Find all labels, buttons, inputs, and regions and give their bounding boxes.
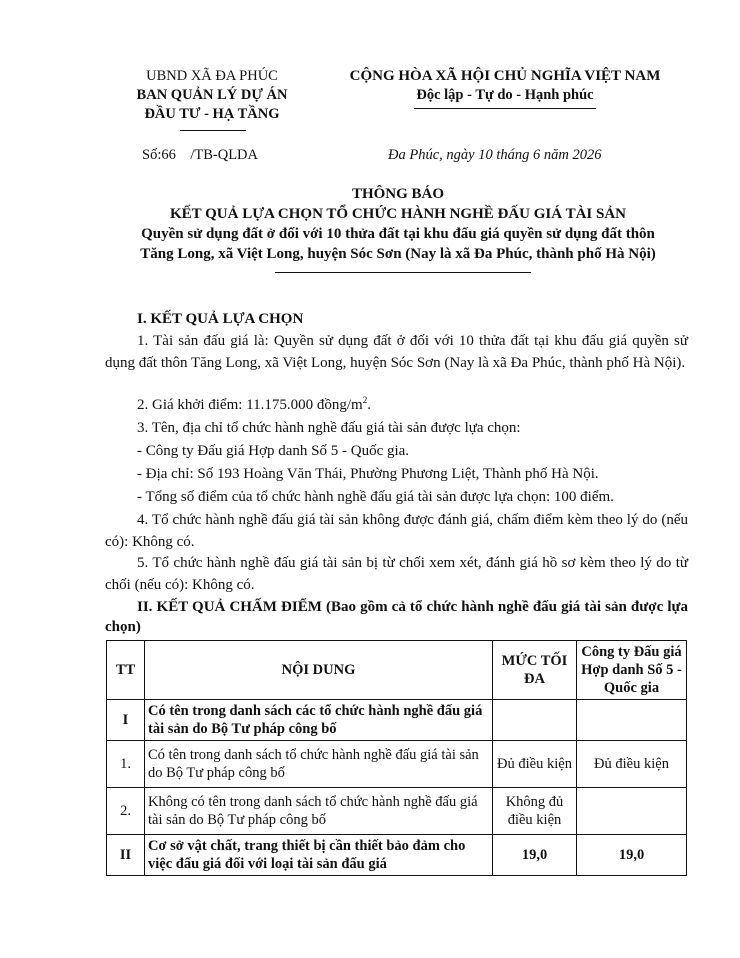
table-row [107, 788, 687, 835]
row-max: 19,0 [493, 835, 577, 876]
doc-asset-line-1: Quyền sử dụng đất ở đối với 10 thửa đất tại khu đấu giá quyền sử dụng đất thôn [141, 226, 655, 242]
table-row [107, 741, 687, 788]
row-score [577, 788, 687, 835]
unit-superscript: 2 [362, 395, 368, 405]
doc-asset-line-2: Tăng Long, xã Việt Long, huyện Sóc Sơn (Nay là xã Đa Phúc, thành phố Hà Nội) [140, 246, 656, 262]
row-tt: II [107, 835, 145, 876]
row-tt: I [107, 700, 145, 741]
title-underline [275, 272, 531, 273]
section2-heading: II. KẾT QUẢ CHẤM ĐIỂM (Bao gồm cả tổ chức hành nghề đấu giá tài sản được lựa chọn) [105, 599, 688, 635]
row-max [493, 700, 577, 741]
section1-item1: 1. Tài sản đấu giá là: Quyền sử dụng đất ở đối với 10 thửa đất tại khu đấu giá quyền sử dụng đất thôn Tăng Long, xã Việt Long, huyện Sóc Sơn (Nay là xã Đa Phúc, thành phố Hà Nội). [105, 333, 688, 371]
scoring-table [106, 640, 687, 876]
national-motto: Độc lập - Tự do - Hạnh phúc [416, 87, 594, 103]
table-header-row [107, 641, 687, 700]
table-row [107, 835, 687, 876]
national-title: CỘNG HÒA XÃ HỘI CHỦ NGHĨA VIỆT NAM [349, 68, 661, 84]
row-score [577, 700, 687, 741]
motto-underline [414, 108, 596, 109]
document-number: Số:66 /TB-QLDA [142, 147, 258, 163]
row-max: Đủ điều kiện [493, 741, 577, 788]
section1-item2: 2. Giá khởi điểm: 11.175.000 đồng/$m^2$. [137, 395, 371, 413]
auction-company-address: - Địa chỉ: Số 193 Hoàng Văn Thái, Phường Phương Liệt, Thành phố Hà Nội. [137, 466, 599, 482]
issuer-commune: UBND XÃ ĐA PHÚC [146, 68, 278, 84]
section1-item4: 4. Tổ chức hành nghề đấu giá tài sản không được đánh giá, chấm điểm kèm theo lý do (nếu có): Không có. [105, 512, 688, 550]
row-score: Đủ điều kiện [577, 741, 687, 788]
section1-heading: I. KẾT QUẢ LỰA CHỌN [137, 311, 304, 327]
doc-type-title: THÔNG BÁO [351, 186, 445, 202]
national-heading [330, 67, 680, 105]
row-content: Có tên trong danh sách tổ chức hành nghề đấu giá tài sản do Bộ Tư pháp công bố [145, 741, 493, 788]
header-max: MỨC TỐI ĐA [493, 641, 577, 700]
header-content: NỘI DUNG [145, 641, 493, 700]
row-content: Không có tên trong danh sách tổ chức hành nghề đấu giá tài sản do Bộ Tư pháp công bố [145, 788, 493, 835]
doc-subject: KẾT QUẢ LỰA CHỌN TỔ CHỨC HÀNH NGHỀ ĐẤU GIÁ TÀI SẢN [169, 206, 627, 222]
issuer-board-2: ĐẦU TƯ - HẠ TẦNG [144, 106, 280, 122]
header-tt: TT [107, 641, 145, 700]
issuer-block [112, 67, 312, 124]
issuer-underline [180, 130, 246, 131]
header-company: Công ty Đấu giá Hợp danh Số 5 - Quốc gia [577, 641, 687, 700]
auction-company: - Công ty Đấu giá Hợp danh Số 5 - Quốc gia. [137, 443, 410, 459]
row-tt: 1. [107, 741, 145, 788]
section1-item3: 3. Tên, địa chỉ tổ chức hành nghề đấu giá tài sản được lựa chọn: [137, 420, 521, 436]
auction-total-score: - Tổng số điểm của tổ chức hành nghề đấu giá tài sản được lựa chọn: 100 điểm. [137, 489, 614, 505]
row-score: 19,0 [577, 835, 687, 876]
title-block [95, 184, 701, 264]
issuer-board: BAN QUẢN LÝ DỰ ÁN [136, 87, 288, 103]
document-date: Đa Phúc, ngày 10 tháng 6 năm 2026 [388, 147, 602, 163]
row-content: Cơ sở vật chất, trang thiết bị cần thiết bảo đảm cho việc đấu giá đối với loại tài sản đấu giá [145, 835, 493, 876]
starting-price: 2. Giá khởi điểm: 11.175.000 đồng/m [137, 397, 363, 413]
row-tt: 2. [107, 788, 145, 835]
section1-item5: 5. Tổ chức hành nghề đấu giá tài sản bị từ chối xem xét, đánh giá hồ sơ kèm theo lý do từ chối (nếu có): Không có. [105, 555, 688, 593]
row-max: Không đủ điều kiện [493, 788, 577, 835]
row-content: Có tên trong danh sách các tổ chức hành nghề đấu giá tài sản do Bộ Tư pháp công bố [145, 700, 493, 741]
table-row [107, 700, 687, 741]
